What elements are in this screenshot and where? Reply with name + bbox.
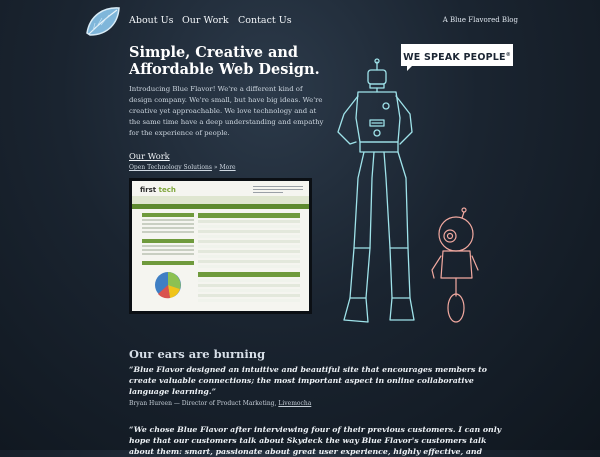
screenshot-brand: first tech (140, 186, 176, 194)
more-link[interactable]: More (219, 164, 236, 171)
speech-bubble: WE SPEAK PEOPLE® (401, 44, 513, 66)
blog-link[interactable]: A Blue Flavored Blog (442, 16, 518, 24)
robots-illustration (330, 58, 480, 332)
screenshot-table (198, 213, 300, 305)
livemocha-link[interactable]: Livemocha (278, 400, 312, 407)
nav-contact-us[interactable]: Contact Us (238, 15, 292, 26)
screenshot-green-strip (132, 204, 309, 209)
testimonial-attribution-1: Bryan Hureen — Director of Product Marketing, Livemocha (129, 400, 312, 407)
nav-our-work[interactable]: Our Work (182, 15, 229, 26)
separator: » (211, 164, 220, 171)
screenshot-top-links (253, 186, 303, 196)
screenshot-tabs (132, 196, 309, 204)
project-link[interactable]: Open Technology Solutions (129, 164, 212, 171)
testimonial-quote-2: “We chose Blue Flavor after interviewing four of their previous customers. I can only hope that our customers talk about Skydeck the way Blue Flavor's customers talk about them: smart, passionate about great user experience, highly effective, and (129, 425, 502, 456)
blue-leaf-logo-icon[interactable] (84, 5, 122, 39)
big-robot-illustration (338, 59, 414, 322)
screenshot-sidebar (142, 213, 194, 305)
top-navigation (0, 0, 600, 44)
testimonial-quote-1: “Blue Flavor designed an intuitive and beautiful site that encourages members to create valuable connections; the most important aspect in online collaborative language learning.” (129, 365, 487, 396)
intro-paragraph: Introducing Blue Flavor! We're a different kind of design company. We're small, but have big ideas. We're creative yet approachable. We love technology and at the same time have a deep understanding and empathy for the experience of people. (129, 85, 324, 137)
nav-about-us[interactable]: About Us (129, 15, 174, 26)
screenshot-content (132, 181, 309, 311)
our-work-heading-link[interactable]: Our Work (129, 151, 170, 161)
testimonials-title: Our ears are burning (129, 347, 266, 361)
small-robot-illustration (432, 208, 478, 322)
screenshot-pie-chart (142, 267, 194, 303)
page-title: Simple, Creative and Affordable Web Design. (129, 44, 320, 78)
project-screenshot[interactable] (129, 178, 312, 314)
work-project-line (129, 164, 236, 171)
